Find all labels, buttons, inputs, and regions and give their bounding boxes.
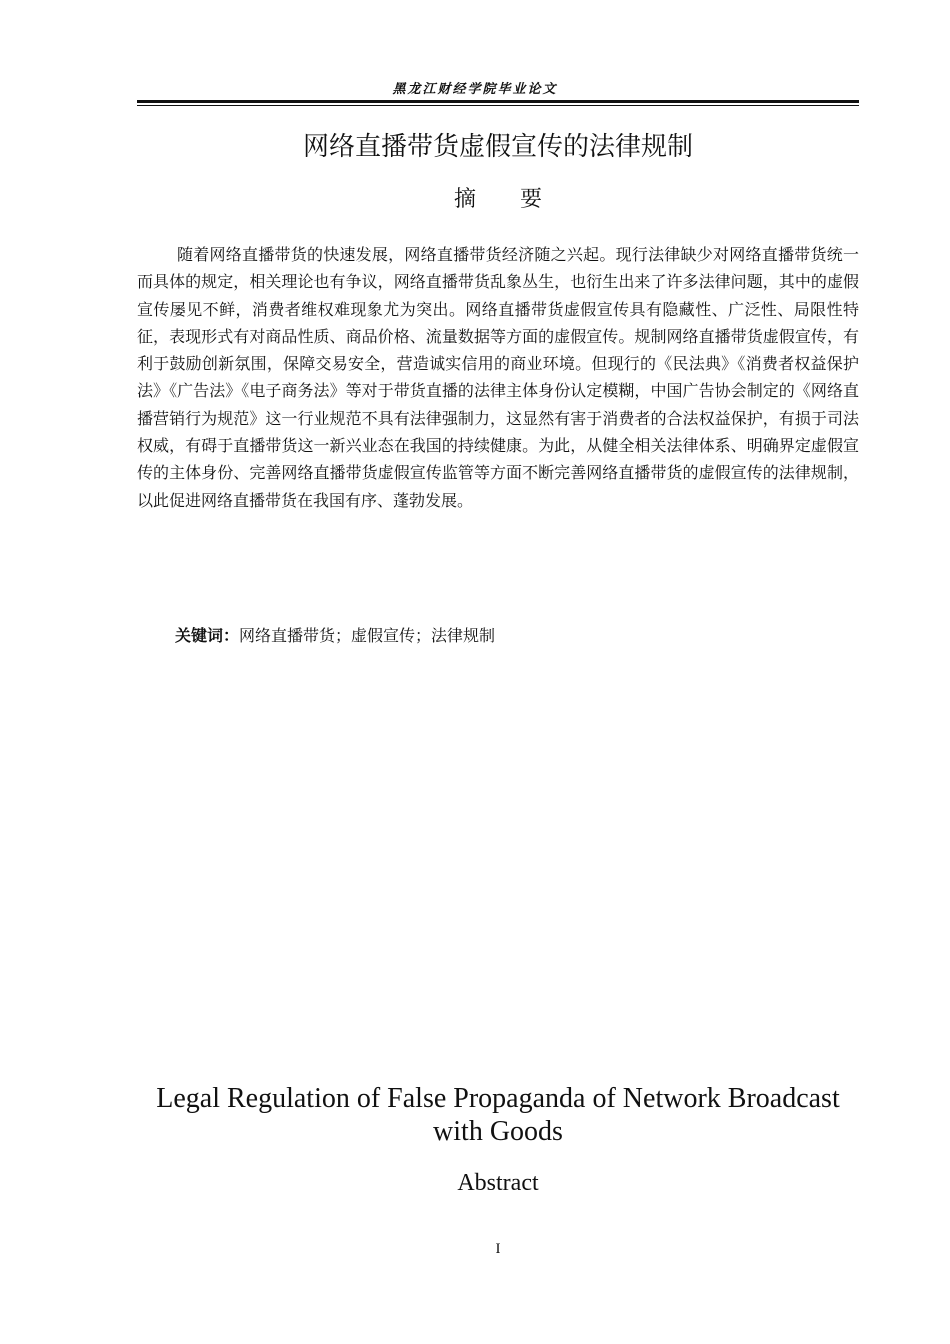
chinese-title: 网络直播带货虚假宣传的法律规制 (302, 132, 693, 162)
chinese-abstract-body: 随着网络直播带货的快速发展，网络直播带货经济随之兴起。现行法律缺少对网络直播带货统一而具体的规定，相关理论也有争议，网络直播带货乱象丛生，也衍生出来了许多法律问题，其中的虚假宣传屡见不鲜，消费者维权难现象尤为突出。网络直播带货虚假宣传具有隐藏性、广泛性、局限性特征，表现形式有对商品性质、商品价格、流量数据等方面的虚假宣传。规制网络直播带货虚假宣传，有利于鼓励创新氛围，保障交易安全，营造诚实信用的商业环境。但现行的《民法典》《消费者权益保护法》《广告法》《电子商务法》等对于带货直播的法律主体身份认定模糊，中国广告协会制定的《网络直播营销行为规范》这一行业规范不具有法律强制力，这显然有害于消费者的合法权益保护，有损于司法权威，有碍于直播带货这一新兴业态在我国的持续健康。为此，从健全相关法律体系、明确界定虚假宣传的主体身份、完善网络直播带货虚假宣传监管等方面不断完善网络直播带货的虚假宣传的法律规制，以此促进网络直播带货在我国有序、蓬勃发展。 (137, 245, 859, 510)
page-number: I (495, 1241, 501, 1257)
chinese-abstract-heading: 摘要 (453, 187, 586, 212)
header-rule-thin (137, 105, 859, 106)
keywords-text: 网络直播带货；虚假宣传；法律规制 (239, 626, 496, 645)
keywords-label: 关键词： (175, 626, 240, 645)
header-rule-thick (137, 100, 859, 103)
english-title: Legal Regulation of False Propaganda of Network Broadcast with Goods (156, 1083, 840, 1147)
running-header: 黑龙江财经学院毕业论文 (392, 82, 558, 97)
english-abstract-heading: Abstract (457, 1170, 539, 1196)
keywords-line (175, 623, 495, 649)
